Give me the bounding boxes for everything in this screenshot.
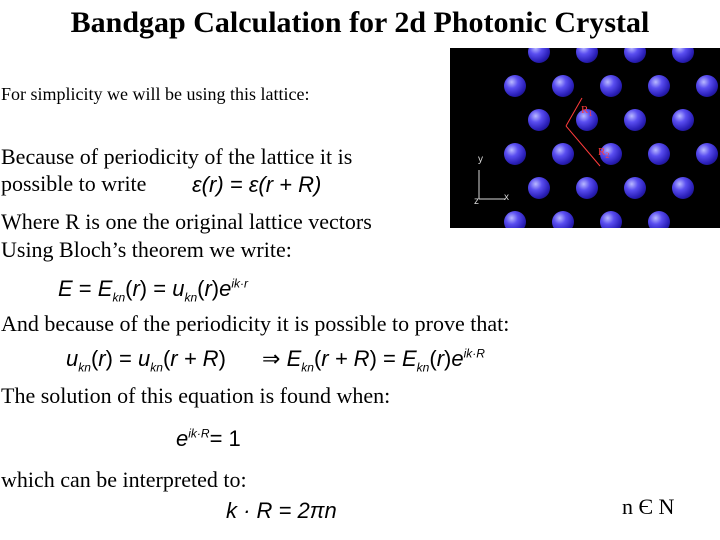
vector-r2-label: $R_2$ bbox=[598, 146, 610, 161]
vector-r1-line bbox=[566, 98, 582, 126]
periodicity-text-2: possible to write bbox=[1, 171, 147, 196]
interpreted-text: which can be interpreted to: bbox=[1, 467, 247, 492]
vector-r2-line bbox=[566, 126, 600, 166]
lattice-figure bbox=[450, 48, 720, 228]
where-r-text: Where R is one the original lattice vectors bbox=[1, 209, 372, 234]
bloch-equation: $E = E_{kn}(r) = u_{kn}(r)e^{ik\cdot r}$ bbox=[58, 276, 249, 305]
prove-text: And because of the periodicity it is possible to prove that: bbox=[1, 311, 510, 336]
epsilon-equation: ε(r) = ε(r + R) bbox=[192, 172, 322, 197]
slide-title: Bandgap Calculation for 2d Photonic Crystal bbox=[70, 6, 650, 39]
implies-arrow: ⇒ bbox=[262, 346, 281, 371]
bloch-text: Using Bloch’s theorem we write: bbox=[1, 237, 292, 262]
axis-x-label: x bbox=[504, 192, 509, 203]
vector-r1-label: $R_1$ bbox=[581, 104, 593, 119]
natural-number-note: n Є N bbox=[622, 494, 675, 519]
interpretation-equation: k · R = 2πn bbox=[226, 498, 337, 523]
axis-y-label: y bbox=[478, 154, 483, 165]
intro-text: For simplicity we will be using this lattice: bbox=[1, 84, 310, 104]
solution-equation: $e^{ik\cdot R}= 1$ bbox=[176, 426, 241, 451]
solution-text: The solution of this equation is found when: bbox=[1, 383, 391, 408]
periodicity-text-1: Because of periodicity of the lattice it is bbox=[1, 144, 353, 169]
lattice-vectors bbox=[450, 48, 720, 228]
axis-z-label: z bbox=[474, 196, 479, 207]
proof-equation: $u_{kn}(r) = u_{kn}(r + R)$ ⇒ $E_{kn}(r + R) = E_{kn}(r)e^{ik\cdot R}$ bbox=[66, 346, 485, 375]
